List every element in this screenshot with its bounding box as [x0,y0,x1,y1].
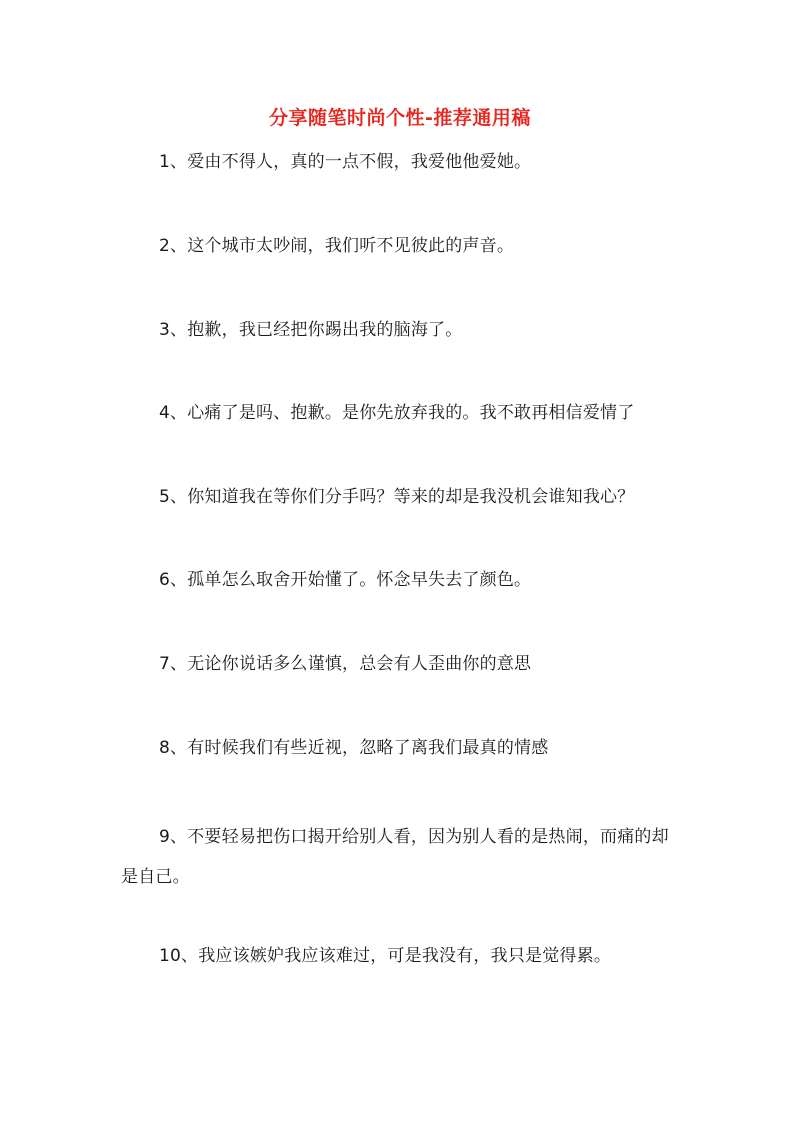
paragraph-1: 1、爱由不得人，真的一点不假，我爱他他爱她。 [159,152,532,172]
paragraph-3: 3、抱歉，我已经把你踢出我的脑海了。 [159,320,463,340]
paragraph-2: 2、这个城市太吵闹，我们听不见彼此的声音。 [159,236,515,256]
paragraph-5: 5、你知道我在等你们分手吗？等来的却是我没机会谁知我心？ [159,487,635,507]
paragraph-9: 9、不要轻易把伤口揭开给别人看，因为别人看的是热闹，而痛的却是自己。 [121,827,669,887]
paragraph-7: 7、无论你说话多么谨慎，总会有人歪曲你的意思 [159,654,532,674]
paragraph-4: 4、心痛了是吗、抱歉。是你先放弃我的。我不敢再相信爱情了 [159,403,635,423]
paragraph-10: 10、我应该嫉妒我应该难过，可是我没有，我只是觉得累。 [159,946,612,966]
document-title: 分享随笔时尚个性-推荐通用稿 [269,107,531,129]
paragraph-8: 8、有时候我们有些近视，忽略了离我们最真的情感 [159,738,549,758]
paragraph-6: 6、孤单怎么取舍开始懂了。怀念早失去了颜色。 [159,570,532,590]
